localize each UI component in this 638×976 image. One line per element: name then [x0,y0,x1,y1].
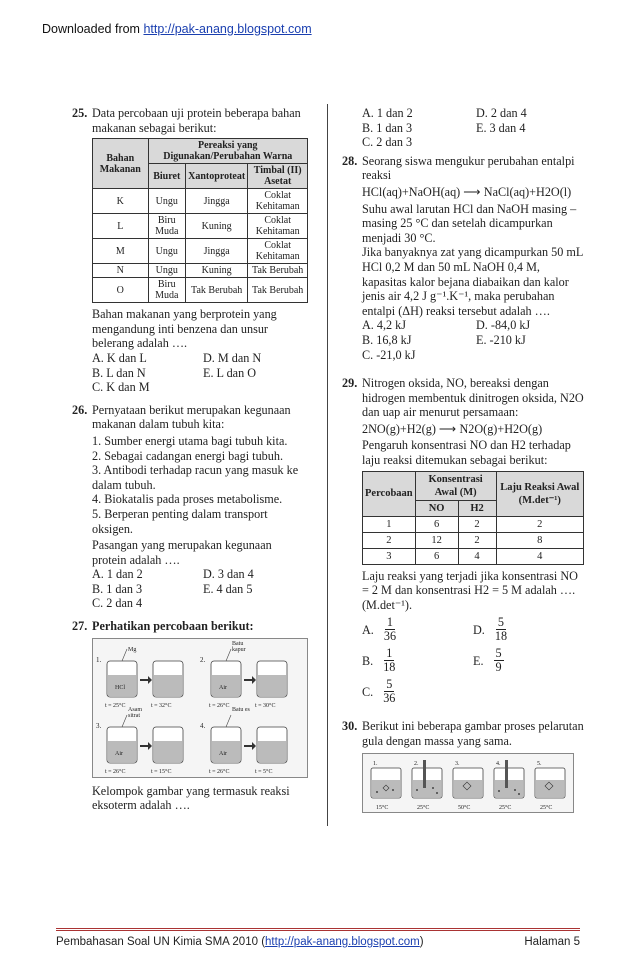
header-konsentrasi: Konsentrasi Awal (M) [415,471,496,500]
statement-list [92,434,308,536]
header-xantoproteat: Xantoproteat [185,164,247,189]
question-number: 27. [72,619,88,634]
option-d[interactable] [473,616,584,643]
option-c[interactable] [362,678,473,705]
temperature-label: 25°C [417,804,430,811]
temperature-label: 25°C [540,804,553,811]
table-cell: M [93,239,149,264]
table-cell: 4 [496,548,583,564]
question-text: Jika banyaknya zat yang dicampurkan 50 mL HCl 0,2 M dan 50 mL NaOH 0,4 M, kapasitas kalor bejana diabaikan dan kalor jenis air 4,2 J g⁻¹.K⁻¹, maka perubahan entalpi (ΔH) reaksi tersebut adalah …. [362,245,583,318]
question-text: Bahan makanan yang berprotein yang mengandung inti benzena dan unsur belerang adalah …. [92,307,277,351]
denominator: 36 [383,629,397,644]
figure-label: 4. [200,721,206,730]
option-a[interactable]: A. 1 dan 2 [92,567,143,582]
question-text: Kelompok gambar yang termasuk reaksi eksoterm adalah …. [92,783,290,813]
option-letter: C. [362,684,374,699]
table-cell: 1 [363,516,416,532]
reaction-equation: HCl(aq)+NaOH(aq) ⟶ NaCl(aq)+H2O(l) [362,184,572,199]
table-cell: Jingga [185,189,247,214]
header-laju: Laju Reaksi Awal (M.det⁻¹) [496,471,583,516]
option-d[interactable]: D. 3 dan 4 [203,567,254,582]
temperature-label: t = 26°C [209,702,230,709]
reaction-equation: 2NO(g)+H2(g) ⟶ N2O(g)+H2O(g) [362,421,543,436]
denominator: 18 [383,660,396,675]
option-d[interactable]: D. M dan N [203,350,262,365]
reagent-label: Mg [128,646,137,653]
protein-test-table [92,138,308,303]
liquid-label: Air [219,684,227,691]
option-b[interactable]: B. 1 dan 3 [92,581,143,596]
temperature-label: t = 25°C [105,702,126,709]
temperature-label: t = 26°C [105,768,126,775]
question-number: 28. [342,153,358,168]
table-cell: 8 [496,532,583,548]
question-text: Suhu awal larutan HCl dan NaOH masing – masing 25 °C dan setelah dicampurkan menjadi 30 °C. [362,201,577,245]
sugar-dissolving-figure [362,753,574,813]
option-e[interactable]: E. L dan O [203,365,257,380]
numerator: 5 [495,646,502,661]
figure-label: 1. [96,655,102,664]
option-a[interactable] [362,616,473,643]
reagent-label: Batu es [232,706,250,713]
figure-label: 3. [96,721,102,730]
header-timbal: Timbal (II) Asetat [248,164,308,189]
table-cell: 3 [363,548,416,564]
table-row [363,532,584,548]
option-c[interactable]: C. -21,0 kJ [362,347,416,362]
table-cell: Biru Muda [148,278,185,303]
option-a[interactable]: A. K dan L [92,350,147,365]
option-a[interactable]: A. 4,2 kJ [362,318,407,333]
option-a[interactable]: A. 1 dan 2 [362,106,413,120]
liquid-label: Air [115,750,123,757]
table-cell: 6 [415,516,458,532]
table-cell: Tak Berubah [248,264,308,278]
experiment-figure [92,638,308,778]
table-row [363,516,584,532]
header-bahan: Bahan Makanan [93,139,149,189]
figure-label: 5. [537,760,542,767]
liquid-label: HCl [115,684,126,691]
header-biuret: Biuret [148,164,185,189]
option-letter: B. [362,653,374,668]
question-text: Pasangan yang merupakan kegunaan protein adalah …. [92,538,272,567]
download-prefix: Downloaded from [42,22,144,36]
table-cell: Coklat Kehitaman [248,239,308,264]
list-item: 5. Berperan penting dalam transport oksigen. [92,506,268,536]
numerator: 1 [386,646,393,661]
answer-options [92,351,308,395]
table-cell: Coklat Kehitaman [248,189,308,214]
footer-text: ) [419,936,424,948]
table-row [363,548,584,564]
option-c[interactable]: C. K dan M [92,380,150,395]
numerator: 1 [386,615,393,630]
option-d[interactable]: D. -84,0 kJ [476,318,531,333]
option-e[interactable]: E. -210 kJ [476,332,526,347]
source-link[interactable]: http://pak-anang.blogspot.com [143,22,312,36]
header-h2: H2 [458,500,496,516]
question-number: 26. [72,402,88,417]
option-letter: A. [362,622,374,637]
denominator: 18 [494,629,508,644]
table-cell: N [93,264,149,278]
numerator: 5 [386,677,393,692]
liquid-label: Air [219,750,227,757]
temperature-label: t = 32°C [151,702,172,709]
list-item: 1. Sumber energi utama bagi tubuh kita. [92,433,288,448]
table-cell: Ungu [148,264,185,278]
option-d[interactable]: D. 2 dan 4 [476,106,527,120]
temperature-label: 15°C [376,804,389,811]
option-letter: D. [473,622,485,637]
list-item: 2. Sebagai cadangan energi bagi tubuh. [92,448,283,463]
table-cell: 2 [496,516,583,532]
header-pereaksi: Pereaksi yang Digunakan/Perubahan Warna [148,139,307,164]
table-cell: Kuning [185,214,247,239]
fraction [384,616,396,643]
question-25 [72,106,308,395]
list-item: 3. Antibodi terhadap racun yang masuk ke dalam tubuh. [92,463,299,492]
answer-options [362,318,584,362]
option-e[interactable]: E. 3 dan 4 [476,120,526,135]
option-e[interactable] [473,647,584,674]
option-b[interactable]: B. 16,8 kJ [362,332,412,347]
page-number: Halaman 5 [524,936,580,948]
column-divider [327,104,328,826]
table-row [93,264,308,278]
figure-label: 2. [414,760,419,767]
table-cell: 4 [458,548,496,564]
temperature-label: t = 26°C [209,768,230,775]
reagent-label: Batu kapur [232,640,246,653]
option-letter: E. [473,653,484,668]
question-text: Laju reaksi yang terjadi jika konsentrasi NO = 2 M dan konsentrasi H2 = 5 M adalah …. (M.det⁻¹). [362,568,578,612]
fraction [495,616,507,643]
list-item: 4. Biokatalis pada proses metabolisme. [92,492,283,507]
table-cell: Jingga [185,239,247,264]
numerator: 5 [497,615,504,630]
table-cell: 2 [458,532,496,548]
option-b[interactable]: B. 1 dan 3 [362,120,413,135]
question-text: Nitrogen oksida, NO, bereaksi dengan hidrogen membentuk dinitrogen oksida, N2O dan uap air menurut persamaan: [362,376,584,420]
download-source [42,22,312,36]
table-cell: 12 [415,532,458,548]
option-c[interactable]: C. 2 dan 4 [92,596,143,611]
question-text: Seorang siswa mengukur perubahan entalpi reaksi [362,153,575,183]
left-column [72,106,308,817]
table-cell: 2 [458,516,496,532]
header-percobaan: Percobaan [363,471,416,516]
table-cell: Tak Berubah [185,278,247,303]
question-number: 30. [342,719,358,734]
right-column [342,106,584,819]
table-cell: Coklat Kehitaman [248,214,308,239]
table-row [93,189,308,214]
question-number: 29. [342,376,358,391]
table-cell: Biru Muda [148,214,185,239]
table-cell: Ungu [148,189,185,214]
table-cell: L [93,214,149,239]
answer-options-q27 [342,106,584,150]
temperature-label: t = 30°C [255,702,276,709]
table-cell: Kuning [185,264,247,278]
figure-label: 2. [200,655,206,664]
option-e[interactable]: E. 4 dan 5 [203,581,253,596]
table-row [93,214,308,239]
fraction [494,647,504,674]
temperature-label: t = 15°C [151,768,172,775]
temperature-label: 25°C [499,804,512,811]
denominator: 36 [383,691,396,706]
fraction [383,647,395,674]
temperature-label: t = 5°C [255,768,273,775]
question-30 [342,719,584,812]
table-cell: Tak Berubah [248,278,308,303]
footer-title [56,936,424,948]
question-text: Berikut ini beberapa gambar proses pelarutan gula dengan massa yang sama. [362,719,584,749]
figure-label: 4. [496,760,501,767]
figure-label: 1. [373,760,378,767]
table-cell: O [93,278,149,303]
question-text: Pernyataan berikut merupakan kegunaan makanan dalam tubuh kita: [92,402,291,432]
header-no: NO [415,500,458,516]
fraction [383,678,395,705]
question-text: Data percobaan uji protein beberapa bahan makanan sebagai berikut: [92,106,301,135]
table-row [93,239,308,264]
denominator: 9 [495,660,502,675]
answer-options [92,567,308,611]
reagent-label: Asam sitrat [128,706,142,719]
table-cell: 2 [363,532,416,548]
page-footer [56,928,580,948]
question-28 [342,154,584,362]
option-c[interactable]: C. 2 dan 3 [362,135,413,150]
footer-link[interactable]: http://pak-anang.blogspot.com [265,936,420,948]
question-number: 25. [72,106,88,120]
footer-text: Pembahasan Soal UN Kimia SMA 2010 ( [56,936,266,948]
fraction-options [362,616,584,705]
option-b[interactable] [362,647,473,674]
table-cell: Ungu [148,239,185,264]
temperature-label: 50°C [458,804,471,811]
question-27 [72,619,308,813]
table-row [93,278,308,303]
question-29 [342,376,584,705]
question-26 [72,403,308,611]
table-cell: 6 [415,548,458,564]
figure-label: 3. [455,760,460,767]
rate-table [362,471,584,565]
option-b[interactable]: B. L dan N [92,365,146,380]
question-text: Perhatikan percobaan berikut: [92,619,254,634]
question-text: Pengaruh konsentrasi NO dan H2 terhadap laju reaksi ditemukan sebagai berikut: [362,438,571,468]
table-cell: K [93,189,149,214]
